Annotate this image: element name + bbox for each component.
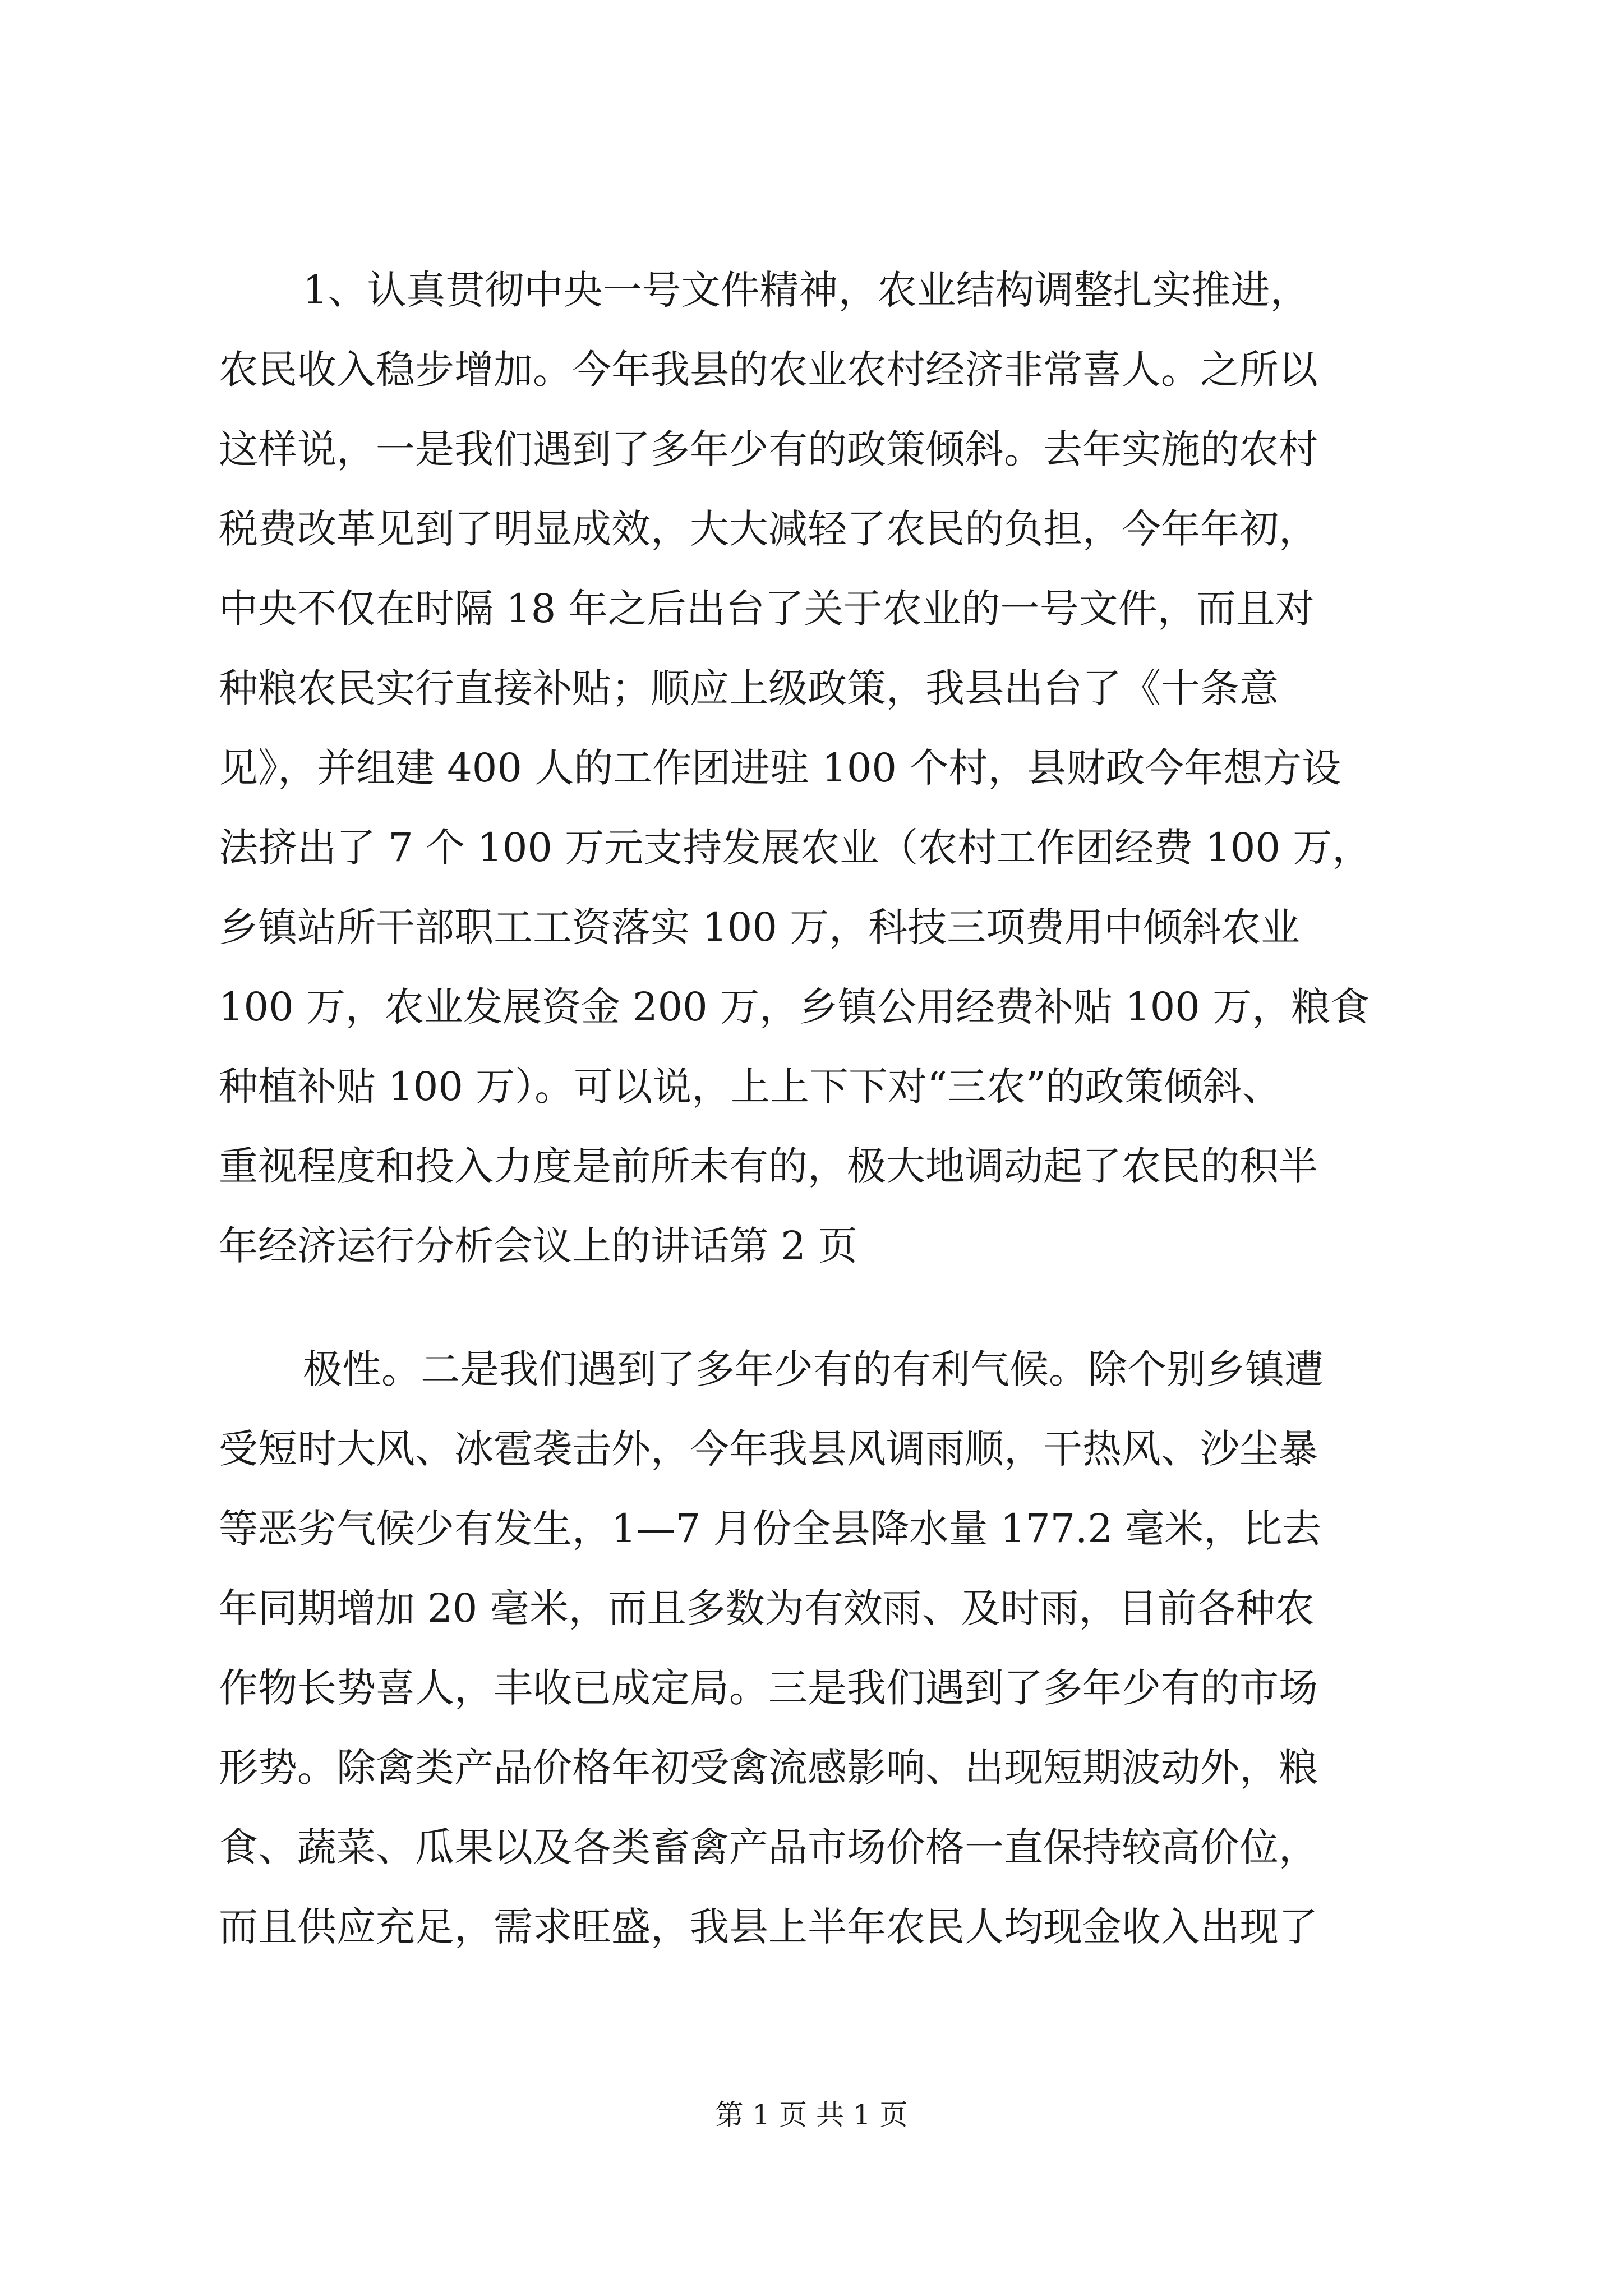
paragraph-line: 而且供应充足，需求旺盛，我县上半年农民人均现金收入出现了 [219, 1904, 1318, 1950]
paragraph-line: 100 万，农业发展资金 200 万，乡镇公用经费补贴 100 万，粮食 [219, 984, 1370, 1030]
paragraph-2 [219, 1329, 1419, 1967]
page-number-label: 第 1 页 共 1 页 [715, 2099, 908, 2131]
paragraph-line: 这样说，一是我们遇到了多年少有的政策倾斜。去年实施的农村 [219, 426, 1318, 472]
paragraph-line: 法挤出了 7 个 100 万元支持发展农业（农村工作团经费 100 万， [219, 825, 1372, 871]
paragraph-line: 见》，并组建 400 人的工作团进驻 100 个村，县财政今年想方设 [219, 745, 1341, 791]
paragraph-line: 年同期增加 20 毫米，而且多数为有效雨、及时雨，目前各种农 [219, 1585, 1315, 1631]
paragraph-line: 种粮农民实行直接补贴；顺应上级政策，我县出台了《十条意 [219, 665, 1279, 711]
page-footer [0, 2098, 1623, 2132]
paragraph-line: 税费改革见到了明显成效，大大减轻了农民的负担，今年年初， [219, 506, 1318, 552]
paragraph-line: 农民收入稳步增加。今年我县的农业农村经济非常喜人。之所以 [219, 347, 1318, 393]
paragraph-line: 形势。除禽类产品价格年初受禽流感影响、出现短期波动外，粮 [219, 1745, 1318, 1791]
paragraph-line: 年经济运行分析会议上的讲话第 2 页 [219, 1223, 858, 1269]
paragraph-1 [219, 250, 1419, 1286]
paragraph-line: 作物长势喜人，丰收已成定局。三是我们遇到了多年少有的市场 [219, 1665, 1318, 1711]
paragraph-line: 极性。二是我们遇到了多年少有的有利气候。除个别乡镇遭 [303, 1346, 1324, 1392]
paragraph-line: 1、认真贯彻中央一号文件精神，农业结构调整扎实推进， [303, 267, 1310, 313]
paragraph-line: 乡镇站所干部职工工资落实 100 万，科技三项费用中倾斜农业 [219, 904, 1301, 950]
paragraph-line: 中央不仅在时隔 18 年之后出台了关于农业的一号文件，而且对 [219, 586, 1315, 632]
paragraph-line: 等恶劣气候少有发生，1—7 月份全县降水量 177.2 毫米，比去 [219, 1506, 1322, 1552]
paragraph-line: 食、蔬菜、瓜果以及各类畜禽产品市场价格一直保持较高价位， [219, 1824, 1318, 1870]
paragraph-line: 种植补贴 100 万）。可以说，上上下下对“三农”的政策倾斜、 [219, 1064, 1281, 1110]
paragraph-line: 重视程度和投入力度是前所未有的，极大地调动起了农民的积半 [219, 1143, 1318, 1189]
paragraph-line: 受短时大风、冰雹袭击外，今年我县风调雨顺，干热风、沙尘暴 [219, 1426, 1318, 1472]
